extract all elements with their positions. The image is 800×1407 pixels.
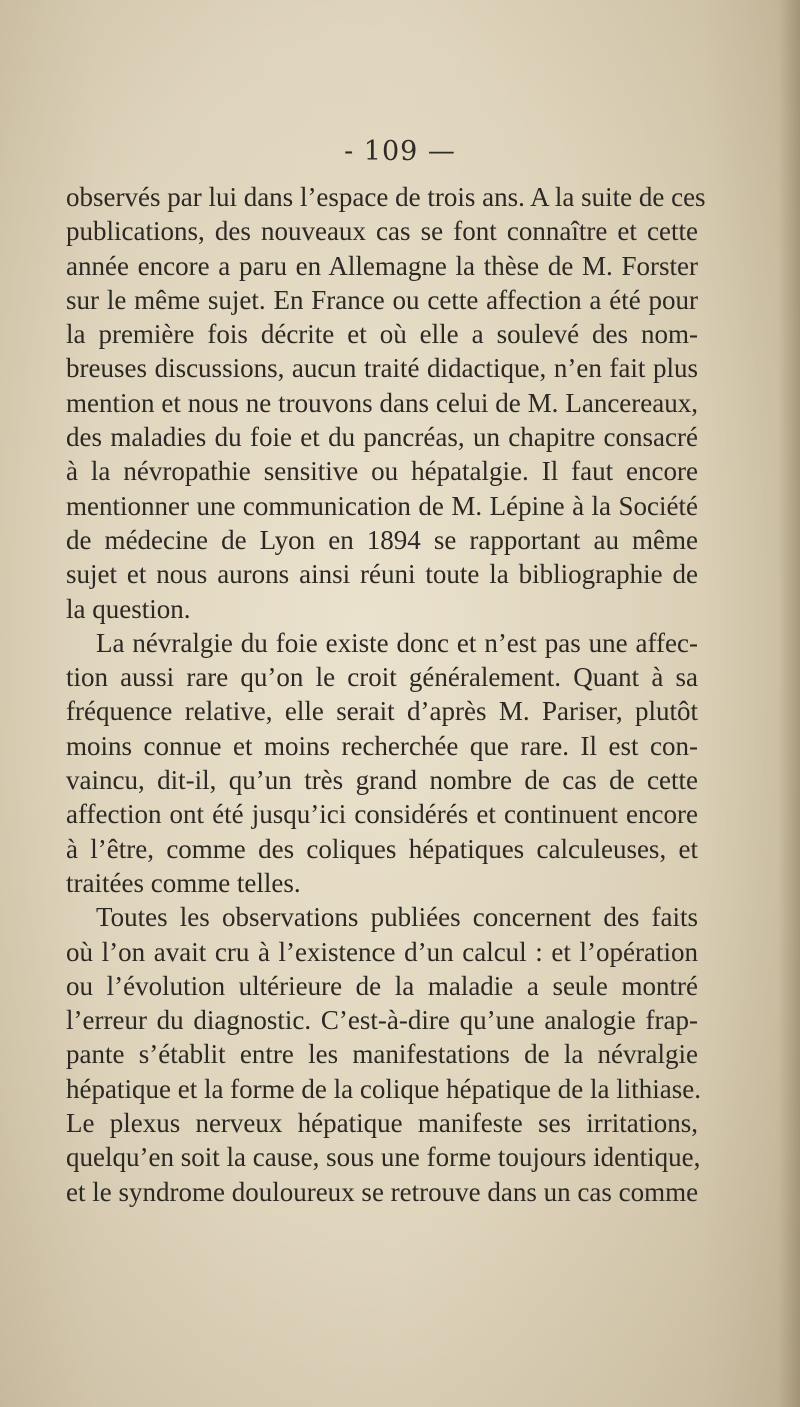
text-line: publications, des nouveaux cas se font connaître et cette <box>66 216 698 247</box>
text-line: de médecine de Lyon en 1894 se rapportant au même <box>66 524 698 555</box>
text-line: l’erreur du diagnostic. C’est-à-dire qu’une analogie frap- <box>66 1005 698 1036</box>
text-line: quelqu’en soit la cause, sous une forme toujours identique, <box>66 1142 701 1173</box>
text-line: sur le même sujet. En France ou cette affection a été pour <box>66 284 698 315</box>
text-line: traitées comme telles. <box>66 867 301 898</box>
text-line: observés par lui dans l’espace de trois ans. A la suite de ces <box>66 182 706 212</box>
text-line: où l’on avait cru à l’existence d’un calcul : et l’opération <box>66 936 698 967</box>
text-line: mentionner une communication de M. Lépine à la Société <box>66 490 698 521</box>
text-line: la première fois décrite et où elle a soulevé des nom- <box>66 319 698 350</box>
text-line: affection ont été jusqu’ici considérés et continuent encore <box>66 799 698 830</box>
text-line: vaincu, dit-il, qu’un très grand nombre de cas de cette <box>66 765 698 796</box>
text-line: à l’être, comme des coliques hépatiques calculeuses, et <box>66 833 698 864</box>
text-line: année encore a paru en Allemagne la thèse de M. Forster <box>66 250 698 281</box>
text-line: des maladies du foie et du pancréas, un chapitre consacré <box>66 422 698 453</box>
text-line: tion aussi rare qu’on le croit généralement. Quant à sa <box>66 662 698 693</box>
text-line: et le syndrome douloureux se retrouve dans un cas comme <box>66 1176 699 1207</box>
text-line: la question. <box>66 593 191 624</box>
text-line: hépatique et la forme de la colique hépatique de la lithiase. <box>66 1073 701 1104</box>
text-line: La névralgie du foie existe donc et n’est pas une affec- <box>96 627 698 658</box>
page-number: - 109 — <box>344 136 456 167</box>
text-line: mention et nous ne trouvons dans celui de M. Lancereaux, <box>66 387 698 418</box>
text-line: Toutes les observations publiées concernent des faits <box>96 902 698 933</box>
body-text <box>66 180 706 1209</box>
text-line: moins connue et moins recherchée que rare. Il est con- <box>66 730 698 761</box>
text-line: ou l’évolution ultérieure de la maladie a seule montré <box>66 970 698 1001</box>
text-line: pante s’établit entre les manifestations de la névralgie <box>66 1039 698 1070</box>
text-line: fréquence relative, elle serait d’après M. Pariser, plutôt <box>66 696 698 727</box>
text-line: à la névropathie sensitive ou hépatalgie. Il faut encore <box>66 456 698 487</box>
text-line: breuses discussions, aucun traité didactique, n’en fait plus <box>66 353 698 384</box>
text-line: Le plexus nerveux hépatique manifeste ses irritations, <box>66 1108 698 1139</box>
text-line: sujet et nous aurons ainsi réuni toute la bibliographie de <box>66 559 698 590</box>
